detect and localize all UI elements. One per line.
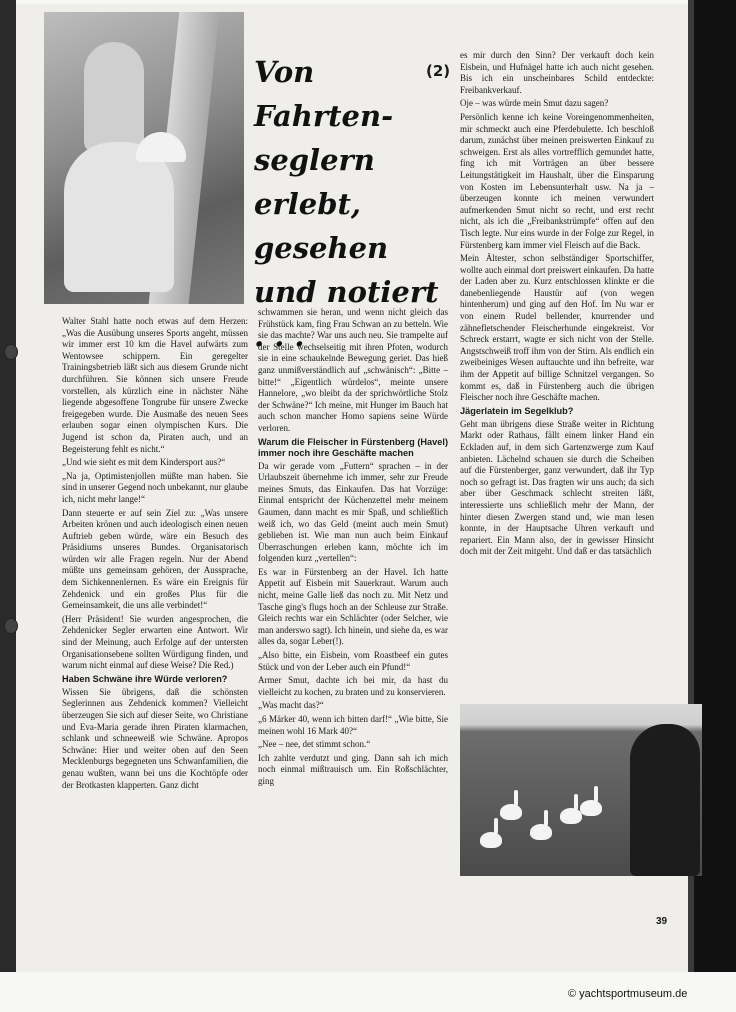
binding-hole xyxy=(4,344,18,360)
column-3: es mir durch den Sinn? Der verkauft doch kein Eisbein, und Hufnägel hatte ich auch nicht gesehen. Bis ich ein unscheinbares Schild entdeckte: Freibankverkauf. Oje – was würde mein Smut dazu sagen? Persönlich kenne ich keine Voreingenommenheiten, mir schmeckt auch eine Pferdebulette. Ich beschloß darum, zunächst über meinen preiswerten Einkauf zu schweigen. Erst als alles vortrefflich gemundet hatte, fing ich mit Vorträgen an über bessere Leitungstätigkeit im Haushalt, über die Einsparung von Kosten im Lebensunterhalt usw. Na ja – überzeugen konnte ich meinen verwundert aufmerkenden Smut nicht so recht, und erst recht nicht, als ich die „Freibankstrümpfe“ offen auf den Tisch legte. Nur eins wurde in der Folge zur Regel, in Fürstenberg kam immer viel Fleisch auf die Back. Mein Ältester, schon selbständiger Sportschiffer, wollte auch einmal dort preiswert einkaufen. Da hatte der Laden aber zu. Kurz entschlossen klinkte er die danebenliegende Haustür auf (von wegen hintenherum) und ging auf den Hof. Im Nu war er von einem Rudel bellender, knurrender und zähnefletschender Fleischerhunde eingekreist. Vor Schreck erstarrt, wagte er sich nicht von der Stelle. Angstschweiß troff ihm von der Stirn. Als endlich ein zweibeiniges Wesen auftauchte und ihn befreite, war ihm der Appetit auf billige Schnitzel vergangen. So kommt es, daß in Fürstenberg auch die übrigen Fleischer noch ihre Geschäfte machen. Jägerlatein im Segelklub? Geht man übrigens diese Straße weiter in Richtung Markt oder Rathaus, fällt einem linker Hand ein Eckladen auf, in dem sich Gartenzwerge zum Kauf anbieten. Lächelnd schauen sie durch die Scheiben auf die Fürstenberger, ganz verwundert, daß ihr Typ noch so gefragt ist. Das fragten wir uns auch; da sich aber über Geschmack schlecht streiten läßt, interessierte uns schließlich mehr der Mann, der hinter diesen Zwergen stand und, wie man lesen konnte, in der Hauptsache Uhren verkauft und repariert. Ein Mann also, der in gewisser Hinsicht doch mit der Zeit mitgeht. Und daß er das tatsächlich xyxy=(460,50,654,557)
credit-watermark: © yachtsportmuseum.de xyxy=(568,988,688,1000)
column-2: schwammen sie heran, und wenn nicht gleich das Frühstück kam, fing Frau Schwan an zu betteln. Wie sie das machte? War uns auch neu. Sie trampelte auf der Stelle wechselseitig mit ihren Pfoten, wodurch sie in eine schaukelnde Bewegung geriet. Das hieß ganz unmißverständlich auf „schwänisch“: „Bitte – bitte!“ „Eigentlich würdelos“, meinte unsere Hannelore, „wo bleibt da der sprichwörtliche Stolz der Schwäne?“ Ich meine, mit Hunger im Bauch hat auch schon mancher Homo sapiens seine Würde verloren. Warum die Fleischer in Fürstenberg (Havel) immer noch ihre Geschäfte machen Da wir gerade vom „Futtern“ sprachen – in der Urlaubszeit übernehme ich immer, sehr zur Freude meines Smuts, das Einkaufen. Das hat Vorzüge: Einmal entspricht der Küchenzettel mehr meinem Gaumen, dann macht es mir Spaß, und schließlich weiß ich, wo das Geld (meint auch mein Smut) geblieben ist. Wie man nun auch beim Einkauf Überraschungen erleben kann, möchte ich im folgenden kurz „vertellen“: Es war in Fürstenberg an der Havel. Ich hatte Appetit auf Eisbein mit Sauerkraut. Warum auch nicht, meine Galle ließ das noch zu. Mit Netz und Tasche ging's flugs hoch an der Schleuse zur Straße. Gleich rechts war ein Schlächter (oder Selcher, wie man anderswo sagt). Ich hinein, und siehe da, es war alles da, sogar Leber(!). „Also bitte, ein Eisbein, vom Roastbeef ein gutes Stück und von der Leber auch ein Pfund!“ Armer Smut, dachte ich bei mir, da hast du vielleicht zu kochen, zu braten und zu konservieren. „Was macht das?“ „6 Märker 40, wenn ich bitten darf!“ „Wie bitte, Sie meinen wohl 16 Mark 40?“ „Nee – nee, det stimmt schon.“ Ich zahlte verdutzt und ging. Dann sah ich mich noch einmal mißtrauisch um. Ein Roßschlächter, ging xyxy=(258,307,448,786)
binding-hole xyxy=(4,618,18,634)
page-number: 39 xyxy=(656,916,668,927)
section-heading: Haben Schwäne ihre Würde verloren? xyxy=(62,673,228,684)
part-number: (2) xyxy=(426,62,451,80)
magazine-page xyxy=(16,4,688,972)
scan-left-edge xyxy=(0,0,16,972)
column-1: Walter Stahl hatte noch etwas auf dem Herzen: „Was die Ausübung unseres Sports angeht, müssen wir immer erst 10 km die Havel aufwärts zum Wentowsee schippern. Ein geregelter Trainingsbetrieb läßt sich aus diesem Grunde nicht durchführen. Sie können sich unsere Freude vorstellen, als kürzlich eine in nächster Nähe liegende abgesoffene Tongrube für unsere Zwecke freigegeben wurde. Die Ausmaße des neuen Sees erlauben sogar einen olympischen Kurs. Die Jugend ist schon da, Piraten auch, und an Begeisterung fehlt es nicht.“ „Und wie sieht es mit dem Kindersport aus?“ „Na ja, Optimistenjollen müßte man haben. Sie sind in unserer Gegend noch unbekannt, nur glaube ich, nicht mehr lange!“ Dann steuerte er auf sein Ziel zu: „Was unsere Arbeiten krönen und auch ideologisch einen neuen Auftrieb geben würde, wäre ein Besuch des Präsidiums unseres Bundes. Organisatorisch würden wir alle Fragen regeln. Nur der Abend müßte uns gemeinsam gehören, der Aussprache, dem Sichkennenlernen. Es wäre ein Ereignis für Zehdenick und ein großes Plus für die Gemeinsamkeit, die uns alle verbindet!“ (Herr Präsident! Sie wurden angesprochen, die Zehdenicker Segler erwarten eine Antwort. Wir sind der Meinung, auch Erfolge auf der untersten Organisationsebene sollten Würdigung finden, und warum nicht einmal auf diese Weise? Die Red.) Haben Schwäne ihre Würde verloren? Wissen Sie übrigens, daß die schönsten Seglerinnen aus Zehdenick kommen? Vielleicht überzeugen Sie sich auf dieser Seite, wo Christiane und Eva-Maria gerade ihren Piraten klarmachen, schlank und schneeweiß wie Schwäne. Apropos Schwäne: Hier und weiter oben auf den Seen Mecklenburgs begegneten uns Schwanfamilien, die genau wußten, wann bei uns die Kochtöpfe oder der Brotkasten klapperten. Ganz dicht xyxy=(62,316,248,790)
sailing-photo xyxy=(44,12,244,304)
headline: Von Fahrten- seglern erlebt, gesehen und notiert . . . xyxy=(254,55,439,353)
swans-photo xyxy=(460,704,702,876)
section-heading: Warum die Fleischer in Fürstenberg (Havel) immer noch ihre Geschäfte machen xyxy=(258,436,448,458)
section-heading: Jägerlatein im Segelklub? xyxy=(460,405,574,416)
